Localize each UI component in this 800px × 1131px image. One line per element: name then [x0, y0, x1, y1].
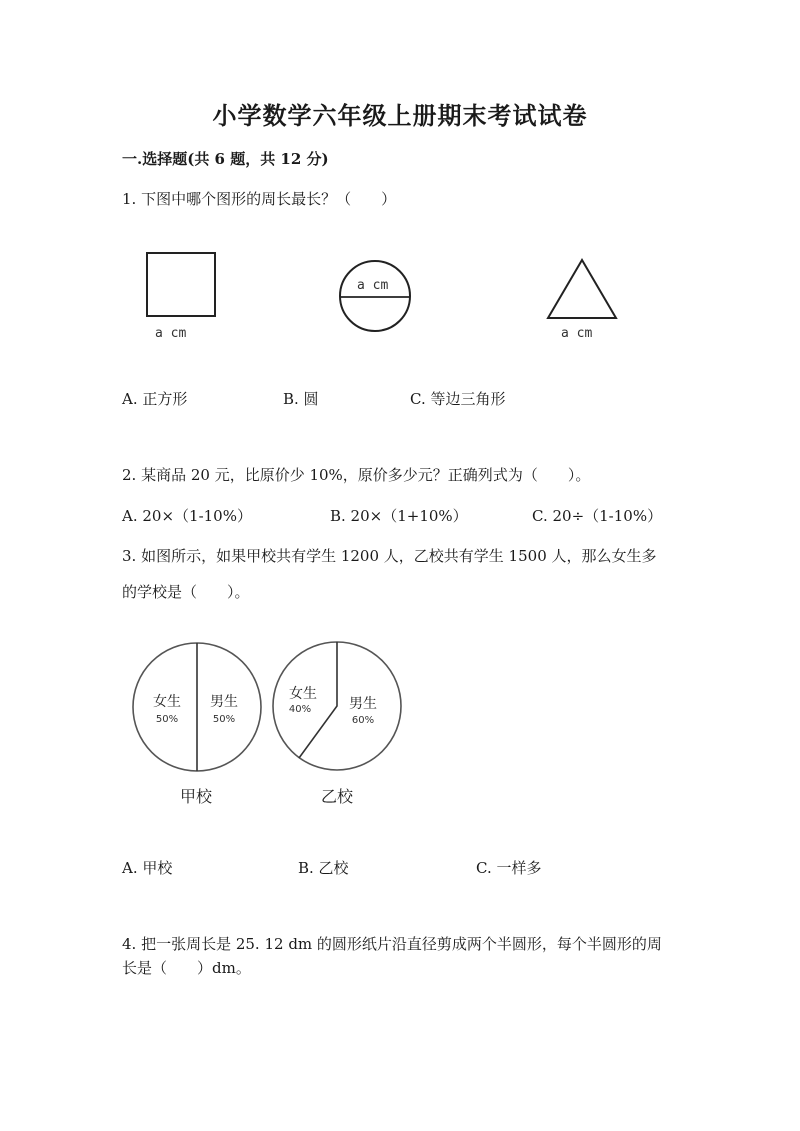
q3-option-c: C. 一样多 — [476, 859, 542, 877]
q3-option-a: A. 甲校 — [122, 859, 173, 877]
circle-diameter-label: a cm — [357, 278, 389, 293]
q1-option-b: B. 圆 — [283, 390, 319, 408]
pie-yi-female-label: 女生 — [289, 686, 317, 702]
question-3-line-1: 3. 如图所示，如果甲校共有学生 1200 人，乙校共有学生 1500 人，那么女生多 — [122, 547, 657, 565]
pie-jia-female-label: 女生 — [153, 694, 181, 710]
pie-jia-male-label: 男生 — [210, 694, 238, 710]
q2-option-c: C. 20÷（1-10%） — [532, 507, 663, 525]
question-4-line-1: 4. 把一张周长是 25. 12 dm 的圆形纸片沿直径剪成两个半圆形，每个半圆形的周 — [122, 935, 662, 953]
triangle-side-label: a cm — [561, 326, 593, 341]
q1-option-c: C. 等边三角形 — [410, 390, 506, 408]
pie-jia-female-pct: 50% — [155, 714, 179, 725]
section-heading: 一.选择题(共 6 题，共 12 分) — [122, 150, 329, 168]
question-2: 2. 某商品 20 元，比原价少 10%，原价多少元？正确列式为（ ）。 — [122, 466, 591, 484]
square-side-label: a cm — [155, 326, 187, 341]
pie-jia-caption: 甲校 — [179, 787, 213, 806]
pie-jia-male-pct: 50% — [212, 714, 236, 725]
pie-yi-male-pct: 60% — [351, 715, 375, 726]
q2-option-b: B. 20×（1+10%） — [330, 507, 468, 525]
q2-option-a: A. 20×（1-10%） — [122, 507, 252, 525]
question-4-line-2: 长是（ ）dm。 — [122, 959, 251, 977]
pie-yi-caption: 乙校 — [320, 787, 354, 806]
pie-yi-male-label: 男生 — [349, 696, 377, 712]
question-1: 1. 下图中哪个图形的周长最长？（ ） — [122, 190, 397, 208]
q3-option-b: B. 乙校 — [298, 859, 349, 877]
pie-yi-female-pct: 40% — [288, 704, 312, 715]
q1-option-a: A. 正方形 — [122, 390, 188, 408]
page-title: 小学数学六年级上册期末考试试卷 — [212, 101, 588, 130]
question-3-line-2: 的学校是（ ）。 — [122, 583, 250, 601]
